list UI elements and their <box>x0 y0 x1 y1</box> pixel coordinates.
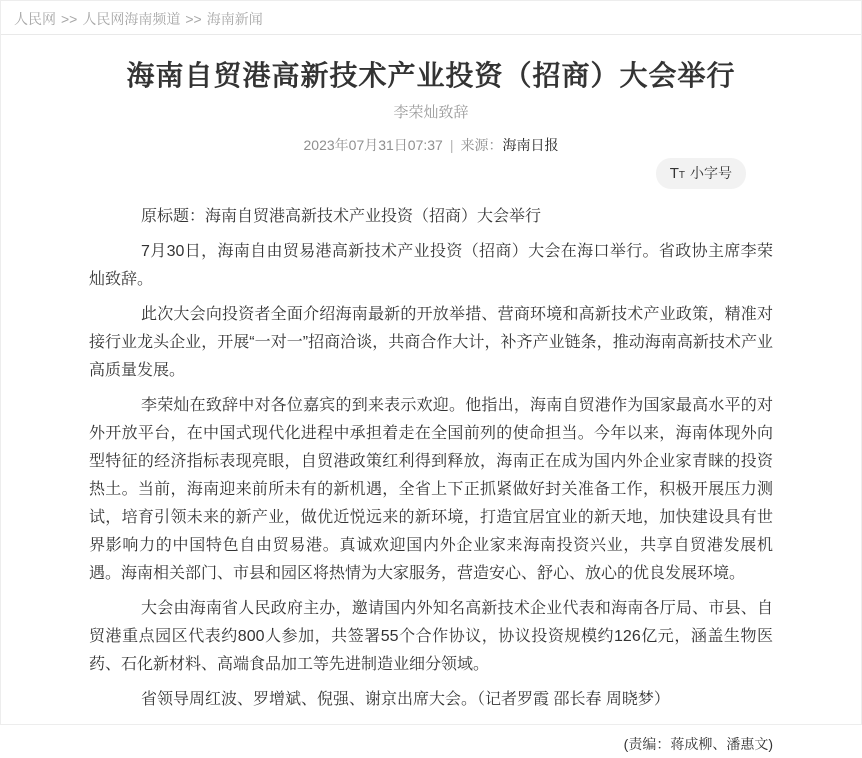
breadcrumb-separator: >> <box>61 11 78 27</box>
font-size-icon: T <box>669 165 679 182</box>
article <box>89 59 773 758</box>
header-divider <box>1 34 861 35</box>
breadcrumb-link-hainan-news[interactable]: 海南新闻 <box>206 11 263 27</box>
article-paragraph: 大会由海南省人民政府主办，邀请国内外知名高新技术企业代表和海南各厅局、市县、自贸港重点园区代表约800人参加，共签署55个合作协议，协议投资规模约126亿元，涵盖生物医药、石化新材料、高端食品加工等先进制造业细分领域。 <box>89 600 773 673</box>
breadcrumb-separator: >> <box>185 11 202 27</box>
article-body <box>89 203 773 758</box>
breadcrumb-link-peoples-daily[interactable]: 人民网 <box>14 11 56 27</box>
breadcrumb <box>1 1 861 34</box>
article-paragraph: 此次大会向投资者全面介绍海南最新的开放举措、营商环境和高新技术产业政策，精准对接行业龙头企业，开展“一对一”招商洽谈，共商合作大计，补齐产业链条，推动海南高新技术产业高质量发展。 <box>89 306 773 379</box>
font-size-button[interactable] <box>656 158 746 189</box>
article-subtitle: 李荣灿致辞 <box>393 104 469 121</box>
toolbar <box>89 158 773 189</box>
meta-divider: | <box>449 137 454 153</box>
original-title-line: 原标题：海南自贸港高新技术产业投资（招商）大会举行 <box>141 208 542 225</box>
publish-date: 2023年07月31日07:37 <box>303 137 443 153</box>
font-size-label: 小字号 <box>690 165 732 181</box>
article-paragraph: 省领导周红波、罗增斌、倪强、谢京出席大会。（记者罗霞 邵长春 周晓梦） <box>141 691 670 708</box>
article-paragraph: 7月30日，海南自由贸易港高新技术产业投资（招商）大会在海口举行。省政协主席李荣灿致辞。 <box>89 243 773 288</box>
article-meta <box>89 137 773 153</box>
source-label: 来源： <box>460 137 503 153</box>
breadcrumb-link-hainan-channel[interactable]: 人民网海南频道 <box>82 11 181 27</box>
source-link[interactable]: 海南日报 <box>502 137 559 153</box>
article-title: 海南自贸港高新技术产业投资（招商）大会举行 <box>126 60 736 91</box>
article-paragraph: 李荣灿在致辞中对各位嘉宾的到来表示欢迎。他指出，海南自贸港作为国家最高水平的对外开放平台，在中国式现代化进程中承担着走在全国前列的使命担当。今年以来，海南体现外向型特征的经济指标表现亮眼，自贸港政策红利得到释放，海南正在成为国内外企业家青睐的投资热土。当前，海南迎来前所未有的新机遇，全省上下正抓紧做好封关准备工作，积极开展压力测试，培育引领未来的新产业，做优近悦远来的新环境，打造宜居宜业的新天地，加快建设具有世界影响力的中国特色自由贸易港。真诚欢迎国内外企业家来海南投资兴业，共享自贸港发展机遇。海南相关部门、市县和园区将热情为大家服务，营造安心、舒心、放心的优良发展环境。 <box>89 397 773 582</box>
font-size-icon-small: T <box>678 170 685 181</box>
editor-note: (责编：蒋成柳、潘惠文) <box>623 736 773 752</box>
